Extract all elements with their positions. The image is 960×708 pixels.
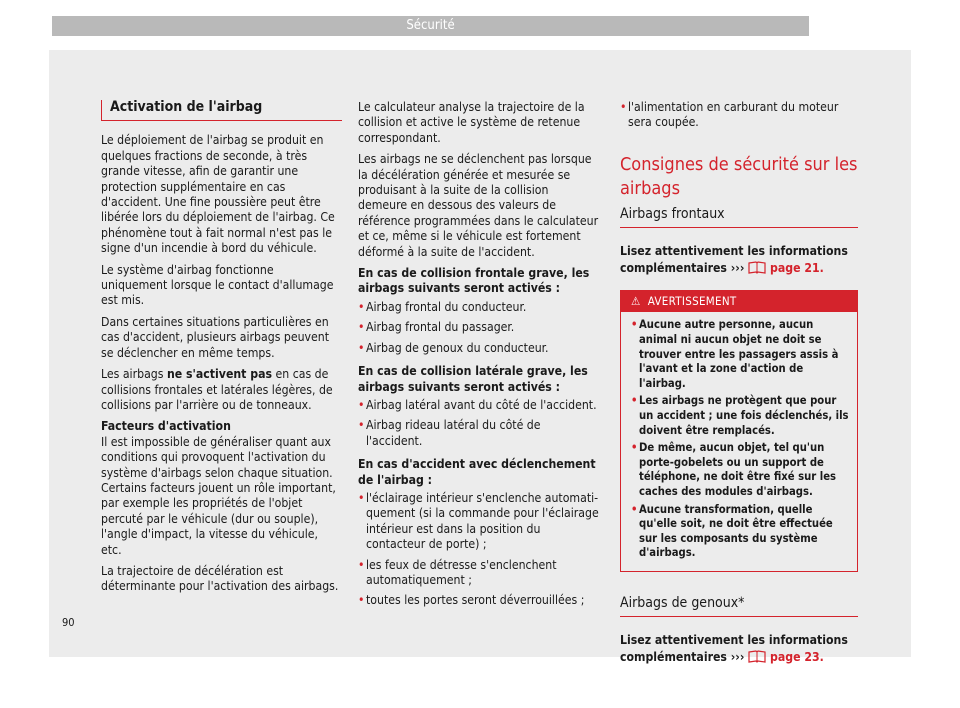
list-item: • l'alimentation en carburant du moteur sera coupée. — [620, 100, 858, 131]
text-run: en cas de collisions frontales et latérales légères, de collisions par l'arrière ou de tonneaux. — [101, 367, 333, 412]
warning-box — [620, 290, 858, 572]
page-number: 90 — [62, 616, 75, 629]
paragraph — [101, 367, 342, 413]
reference-arrow: ››› — [730, 260, 745, 275]
list-item: • Airbag rideau latéral du côté de l'accident. — [358, 418, 600, 449]
paragraph: Le calculateur analyse la trajectoire de la collision et active le système de retenue correspondant. — [358, 100, 585, 145]
section-title-frontal: Airbags frontaux — [620, 207, 858, 228]
section-header: Sécurité — [52, 16, 809, 36]
list-item: • l'éclairage intérieur s'enclenche automatiquement (si la commande pour l'éclairage intérieur est dans la position du contacteur de porte) ; — [358, 491, 600, 553]
column-3 — [620, 100, 858, 671]
text-run-bold: ne s'activent pas — [166, 367, 273, 382]
chapter-title: Consignes de sécurité sur les airbags — [620, 153, 858, 199]
list-item: • Airbag frontal du passager. — [358, 320, 600, 335]
list-item: • Airbag de genoux du conducteur. — [358, 341, 600, 356]
warning-header — [621, 291, 857, 312]
warning-item: • De même, aucun objet, tel qu'un porte-gobelets ou un support de téléphone, ne doit être fixé sur les caches des modules d'airbags. — [631, 441, 849, 499]
reference-text: Lisez attentivement les informations complémentaires — [620, 633, 848, 664]
column-1 — [101, 100, 342, 601]
subheading-factors: Facteurs d'activation — [101, 419, 231, 434]
paragraph: La trajectoire de décélération est déterminante pour l'activation des airbags. — [101, 563, 339, 594]
warning-item: • Aucune autre personne, aucun animal ni aucun objet ne doit se trouver entre les passagers assis à l'avant et la zone d'action de l'airbag. — [631, 318, 849, 391]
warning-item: • Aucune transformation, quelle qu'elle soit, ne doit être effectuée sur les composants du système d'airbags. — [631, 503, 849, 561]
paragraph: Le déploiement de l'airbag se produit en quelques fractions de seconde, à très grande vitesse, afin de garantir une protection supplémentaire en cas d'accident. Une fine poussière peut être libérée lors du déploiement de l'airbag. Ce phénomène tout à fait normal n'est pas le signe d'un incendie à bord du véhicule. — [101, 133, 335, 256]
list-item: • Airbag frontal du conducteur. — [358, 300, 600, 315]
page-link[interactable]: page 23. — [770, 649, 824, 664]
warning-body — [621, 312, 857, 571]
subheading-frontal: En cas de collision frontale grave, les airbags suivants seront activés : — [358, 266, 590, 296]
paragraph: Dans certaines situations particulières en cas d'accident, plusieurs airbags peuvent se déclencher en même temps. — [101, 314, 330, 360]
reference-text: Lisez attentivement les informations complémentaires — [620, 244, 848, 275]
cross-reference — [620, 633, 858, 665]
warning-item: • Les airbags ne protègent que pour un accident ; une fois déclenchés, ils doivent être remplacés. — [631, 394, 849, 438]
list-item: • toutes les portes seront déverrouillées ; — [358, 593, 600, 608]
text-run: Les airbags — [101, 367, 167, 382]
subheading-accident: En cas d'accident avec déclenchement de l'airbag : — [358, 457, 596, 487]
book-icon — [748, 260, 766, 274]
warning-label: AVERTISSEMENT — [647, 294, 737, 309]
book-icon — [748, 649, 766, 663]
section-title-knee: Airbags de genoux* — [620, 596, 858, 617]
reference-arrow: ››› — [730, 649, 745, 664]
paragraph: Le système d'airbag fonctionne uniquement lorsque le contact d'allumage est mis. — [101, 262, 334, 308]
column-2 — [358, 100, 600, 614]
warning-icon: ⚠ — [631, 294, 641, 309]
section-title-activation: Activation de l'airbag — [101, 100, 342, 121]
paragraph: Il est impossible de généraliser quant aux conditions qui provoquent l'activation du système d'airbags selon chaque situation. Certains facteurs jouent un rôle important, par exemple les propriétés de l'objet percuté par le véhicule (dur ou souple), l'angle d'impact, la vitesse du véhicule, etc. — [101, 434, 336, 557]
list-item: • les feux de détresse s'enclenchent automatiquement ; — [358, 558, 600, 589]
subheading-lateral: En cas de collision latérale grave, les airbags suivants seront activés : — [358, 364, 588, 394]
page-link[interactable]: page 21. — [770, 260, 824, 275]
cross-reference — [620, 244, 858, 276]
list-item: • Airbag latéral avant du côté de l'accident. — [358, 398, 600, 413]
paragraph: Les airbags ne se déclenchent pas lorsque la décélération générée et mesurée se produisant à la suite de la collision demeure en dessous des valeurs de référence programmées dans le calculateur et ce, même si le véhicule est fortement déformé à la suite de l'accident. — [358, 152, 599, 259]
